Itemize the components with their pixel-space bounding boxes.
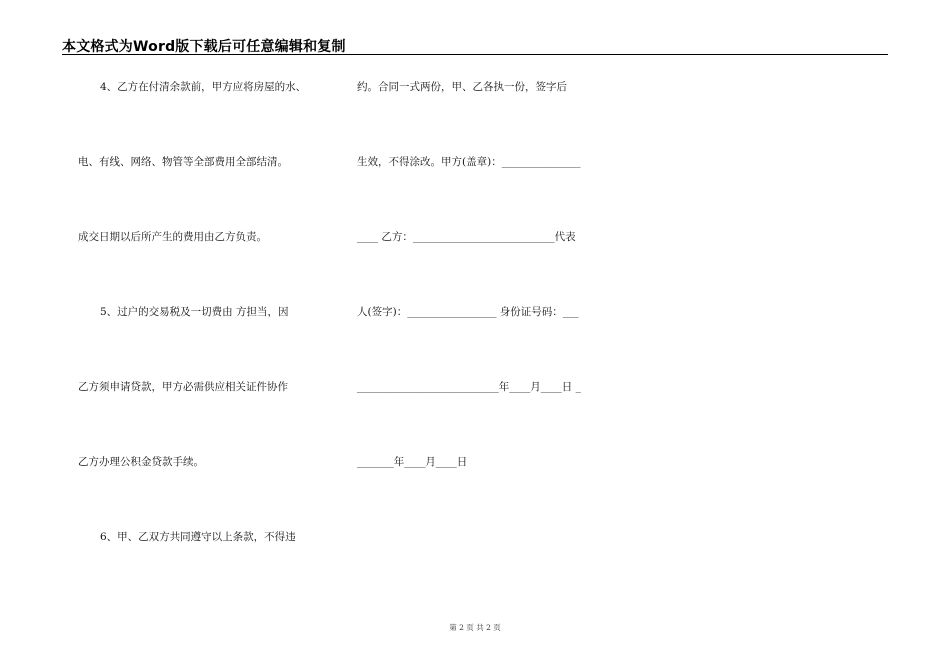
left-column-line: 5、过户的交易税及一切费由 方担当，因: [100, 306, 289, 318]
left-column-line: 乙方须申请贷款，甲方必需供应相关证件协作: [78, 381, 288, 393]
right-column-line: ___________________________年____月____日 _: [357, 381, 581, 393]
page-number-footer: 第 2 页 共 2 页: [449, 623, 501, 632]
header-divider: [62, 54, 888, 55]
right-column-line: ____ 乙方：___________________________代表: [357, 231, 576, 243]
left-column-line: 6、甲、乙双方共同遵守以上条款，不得违: [100, 531, 296, 543]
right-column-line: 约。合同一式两份，甲、乙各执一份，签字后: [357, 81, 567, 93]
right-column-line: _______年____月____日: [357, 456, 468, 468]
document-header-title: 本文格式为Word版下载后可任意编辑和复制: [62, 39, 346, 55]
left-column-line: 电、有线、网络、物管等全部费用全部结清。: [78, 156, 288, 168]
left-column-line: 4、乙方在付清余款前，甲方应将房屋的水、: [100, 81, 307, 93]
left-column-line: 成交日期以后所产生的费用由乙方负责。: [78, 231, 267, 243]
right-column-line: 人(签字)：_________________ 身份证号码：___: [357, 306, 579, 318]
right-column-line: 生效，不得涂改。甲方(盖章)：_______________: [357, 156, 581, 168]
left-column-line: 乙方办理公积金贷款手续。: [78, 456, 204, 468]
